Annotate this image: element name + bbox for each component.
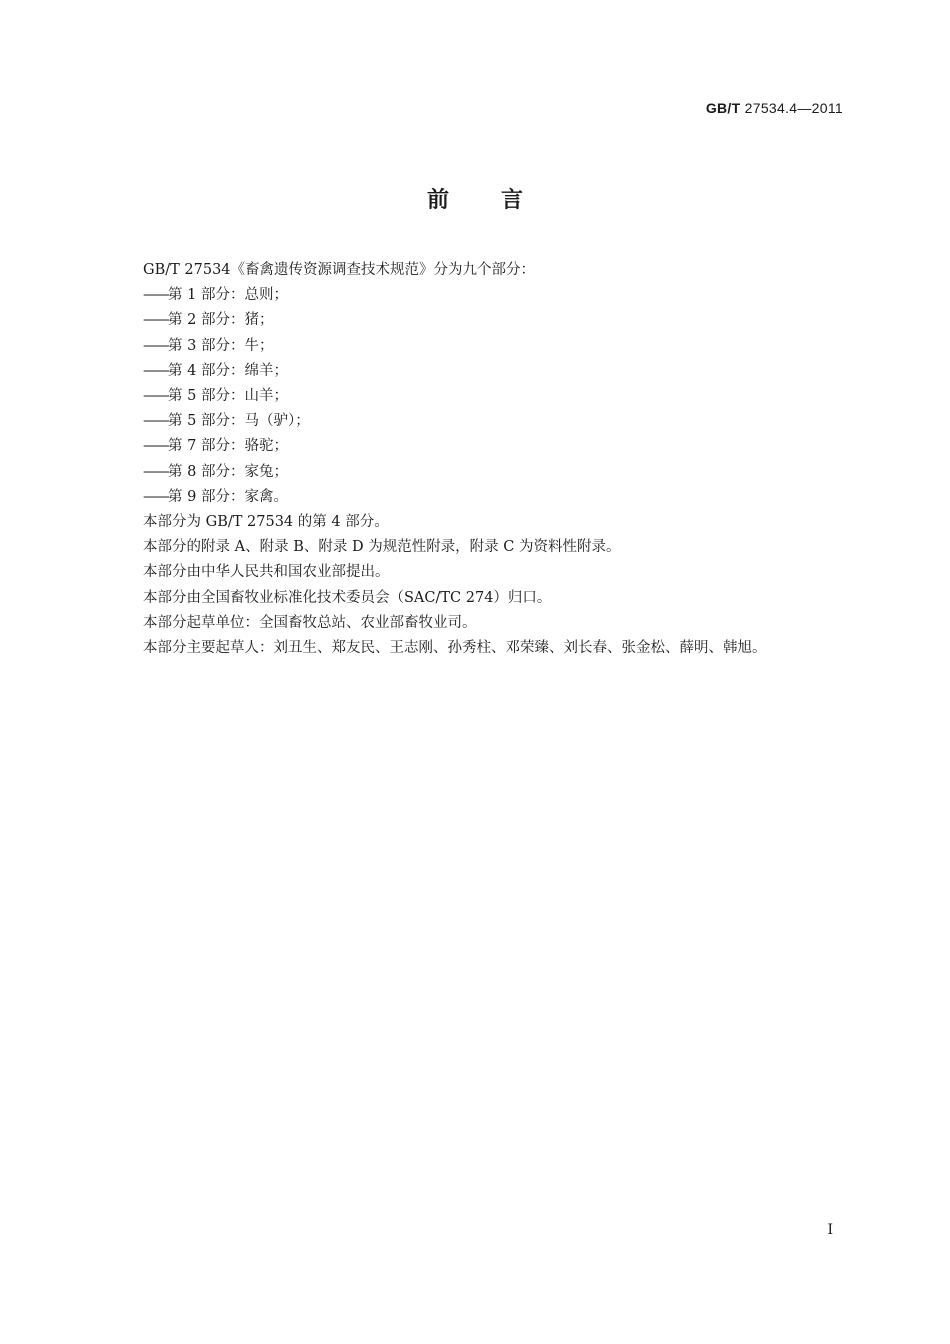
part-list-item — [143, 460, 843, 485]
part-list-item — [143, 283, 843, 308]
part-list-item — [143, 334, 843, 359]
part-label: 第 1 部分：总则； — [168, 287, 288, 304]
foreword-body — [143, 258, 843, 661]
part-label: 第 8 部分：家兔； — [168, 463, 288, 480]
statement-drafting-units: 本部分起草单位：全国畜牧总站、农业部畜牧业司。 — [143, 614, 477, 631]
part-list-item — [143, 409, 843, 434]
statement-committee: 本部分由全国畜牧业标准化技术委员会（SAC/TC 274）归口。 — [143, 589, 552, 606]
list-dash: —— — [143, 413, 168, 430]
part-label: 第 7 部分：骆驼； — [168, 438, 288, 455]
part-list-item — [143, 434, 843, 459]
part-list-item — [143, 485, 843, 510]
statement-part-number: 本部分为 GB/T 27534 的第 4 部分。 — [143, 514, 389, 531]
statement-annexes: 本部分的附录 A、附录 B、附录 D 为规范性附录，附录 C 为资料性附录。 — [143, 539, 621, 556]
part-label: 第 9 部分：家禽。 — [168, 488, 288, 505]
statement-drafters: 本部分主要起草人：刘丑生、郑友民、王志刚、孙秀柱、邓荣臻、刘长春、张金松、薛明、韩旭。 — [143, 640, 767, 657]
list-dash: —— — [143, 438, 168, 455]
part-list-item — [143, 384, 843, 409]
standard-code-header — [706, 100, 843, 116]
list-dash: —— — [143, 337, 168, 354]
statement-proposer: 本部分由中华人民共和国农业部提出。 — [143, 564, 390, 581]
list-dash: —— — [143, 362, 168, 379]
part-label: 第 4 部分：绵羊； — [168, 362, 288, 379]
part-label: 第 2 部分：猪； — [168, 312, 274, 329]
list-dash: —— — [143, 312, 168, 329]
intro-line: GB/T 27534《畜禽遗传资源调查技术规范》分为九个部分： — [143, 262, 536, 278]
part-label: 第 5 部分：山羊； — [168, 388, 288, 405]
part-label: 第 3 部分：牛； — [168, 337, 274, 354]
page-title: 前言 — [426, 188, 575, 213]
part-list-item — [143, 359, 843, 384]
standard-code-number: 27534.4—2011 — [740, 100, 843, 116]
standard-code-prefix: GB/T — [705, 100, 741, 116]
list-dash: —— — [143, 488, 168, 505]
part-label: 第 5 部分：马（驴）； — [168, 413, 310, 430]
part-list-item — [143, 308, 843, 333]
list-dash: —— — [143, 287, 168, 304]
list-dash: —— — [143, 463, 168, 480]
page-number: I — [827, 1222, 833, 1238]
list-dash: —— — [143, 388, 168, 405]
